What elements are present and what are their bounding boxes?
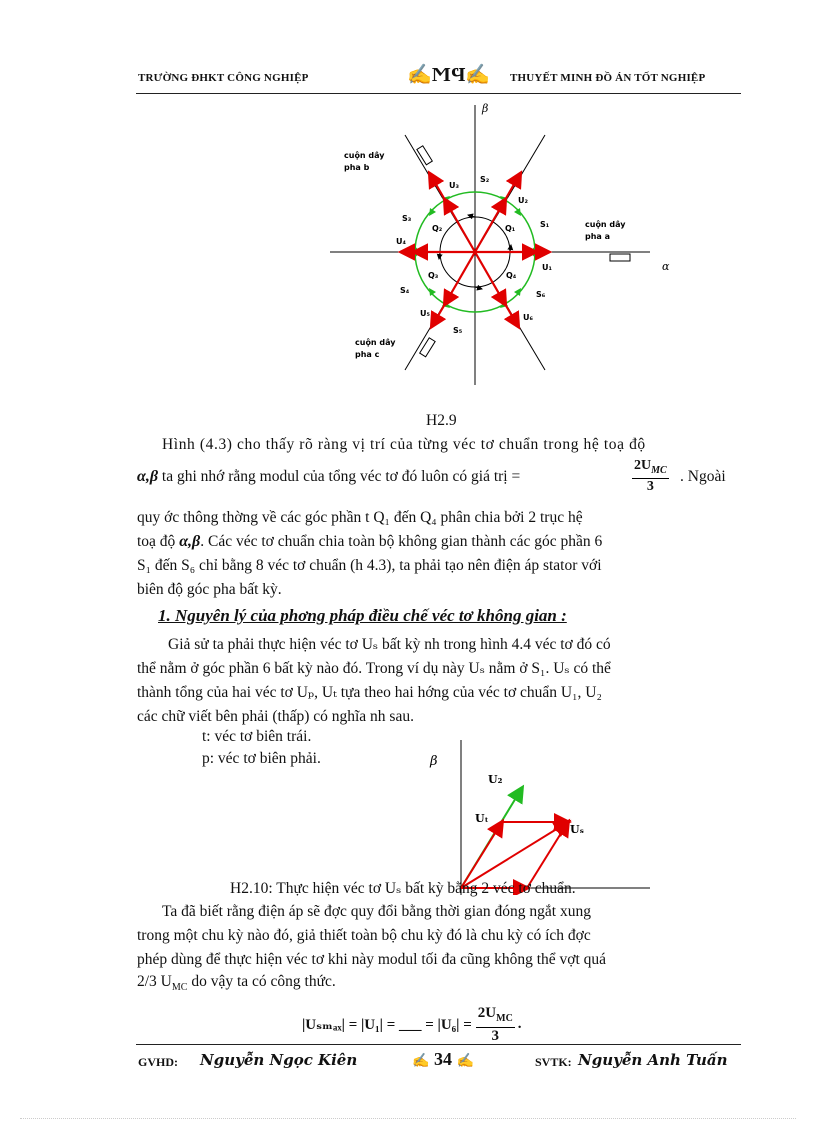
- svg-text:Q₄: Q₄: [506, 271, 517, 280]
- item-t: t: véc tơ biên trái.: [202, 728, 312, 745]
- figure-h210: [420, 735, 660, 895]
- svg-text:pha a: pha a: [585, 232, 611, 241]
- alpha-label: α: [662, 260, 670, 273]
- para2-line2: thể nằm ở góc phần 6 bất kỳ nào đó. Trong ví dụ này Uₛ nằm ở S₁. Uₛ có thể: [137, 660, 611, 677]
- para1-line5: S₁ đến S₆ chỉ bằng 8 véc tơ chuẩn (h 4.3), ta phải tạo nên điện áp stator với: [137, 557, 602, 574]
- svg-text:U₆: U₆: [523, 313, 533, 322]
- figure1-caption: H2.9: [426, 412, 457, 429]
- footer-svtk-name: Nguyễn Anh Tuấn: [578, 1051, 728, 1069]
- us-label: Uₛ: [570, 823, 584, 836]
- alpha-beta-symbol: α,β: [137, 468, 159, 485]
- svg-text:S₁: S₁: [540, 220, 550, 229]
- figure2-caption: H2.10: Thực hiện véc tơ Uₛ bất kỳ bằng 2 véc tơ chuẩn.: [230, 880, 576, 897]
- svg-text:pha c: pha c: [355, 350, 380, 359]
- para3-line2: trong một chu kỳ nào đó, giả thiết toàn bộ chu kỳ đó là chu kỳ có ích đợc: [137, 927, 591, 944]
- footer-page: ✍ 34 ✍: [412, 1049, 474, 1069]
- svg-text:U₁: U₁: [542, 263, 552, 272]
- figure-h29: [310, 100, 690, 400]
- svg-text:S₆: S₆: [536, 290, 546, 299]
- svg-text:Q₃: Q₃: [428, 271, 439, 280]
- footer-rule: [136, 1044, 741, 1045]
- page-number: 34: [433, 1049, 452, 1069]
- header-rule: [136, 93, 741, 94]
- u2-label: U₂: [488, 773, 503, 786]
- formula-fraction: $2U_{MC}$ 3: [477, 1005, 513, 1044]
- svg-text:pha b: pha b: [344, 163, 370, 172]
- footer-svtk-label: SVTK:: [535, 1055, 572, 1069]
- svg-text:S₂: S₂: [480, 175, 490, 184]
- para1-line2-end: . Ngoài: [680, 468, 726, 485]
- svg-text:U₂: U₂: [518, 196, 528, 205]
- formula: |Uₛₘₐₓ| = |U₁| = ___ = |U₆| = $2U_{MC}$ 3 .: [302, 1005, 522, 1044]
- para1-line2-text: ta ghi nhớ rằng modul của tổng véc tơ đó luôn có giá trị =: [161, 468, 521, 485]
- section-heading: 1. Nguyên lý của phơng pháp điều chế véc tơ không gian :: [158, 606, 567, 625]
- para1-line1: Hình (4.3) cho thấy rõ ràng vị trí của từng véc tơ chuẩn trong hệ toạ độ: [162, 436, 646, 453]
- fraction-2umc-3: $2U_{MC}$ 3: [634, 458, 667, 494]
- para2-line4: các chữ viết bên phải (thấp) có nghĩa nh sau.: [137, 708, 414, 725]
- beta-label-2: β: [430, 754, 438, 769]
- para3-line4: 2/3 $U_{MC}$ do vậy ta có công thức.: [137, 973, 336, 994]
- ut-label: Uₜ: [475, 812, 489, 825]
- header-left: TRƯỜNG ĐHKT CÔNG NGHIỆP: [138, 72, 309, 84]
- formula-left: |Uₛₘₐₓ| = |U₁| = ___ = |U₆| =: [302, 1017, 472, 1033]
- page-bottom-dots: [20, 1118, 796, 1119]
- para2-line3: thành tổng của hai véc tơ Uₚ, Uₜ tựa theo hai hớng của véc tơ chuẩn U₁, U₂: [137, 684, 602, 701]
- para3-line1: Ta đã biết rằng điện áp sẽ đợc quy đổi bằng thời gian đóng ngắt xung: [162, 903, 591, 920]
- para2-line1: Giả sử ta phải thực hiện véc tơ Uₛ bất kỳ nh trong hình 4.4 véc tơ đó có: [168, 636, 611, 653]
- para1-line4: toạ độ α,β. Các véc tơ chuẩn chia toàn bộ không gian thành các góc phần 6: [137, 533, 603, 550]
- svg-text:U₅: U₅: [420, 309, 430, 318]
- svg-text:cuộn dây: cuộn dây: [355, 338, 396, 347]
- svg-text:U₄: U₄: [396, 237, 406, 246]
- beta-label: β: [482, 102, 489, 115]
- para1-line6: biên độ góc pha bất kỳ.: [137, 581, 282, 598]
- header-right: THUYẾT MINH ĐỒ ÁN TỐT NGHIỆP: [510, 72, 706, 84]
- svg-text:S₄: S₄: [400, 286, 410, 295]
- svg-text:Q₁: Q₁: [505, 224, 516, 233]
- svg-text:S₅: S₅: [453, 326, 463, 335]
- svg-text:U₃: U₃: [449, 181, 459, 190]
- footer-gvhd-label: GVHD:: [138, 1055, 178, 1069]
- footer-gvhd-name: Nguyễn Ngọc Kiên: [200, 1051, 358, 1069]
- para1-line3: quy ớc thông thờng về các góc phần t Q₁ đến Q₄ phân chia bởi 2 trục hệ: [137, 509, 583, 526]
- svg-text:cuộn dây: cuộn dây: [585, 220, 626, 229]
- item-p: p: véc tơ biên phải.: [202, 750, 321, 767]
- svg-text:S₃: S₃: [402, 214, 412, 223]
- header-logo: ✍ϺϤ✍: [407, 64, 491, 86]
- svg-text:Q₂: Q₂: [432, 224, 443, 233]
- para1-line2: [137, 465, 520, 489]
- para3-line3: phép dùng để thực hiện véc tơ khi này modul tối đa cũng không thể vợt quá: [137, 951, 607, 968]
- svg-text:cuộn dây: cuộn dây: [344, 151, 385, 160]
